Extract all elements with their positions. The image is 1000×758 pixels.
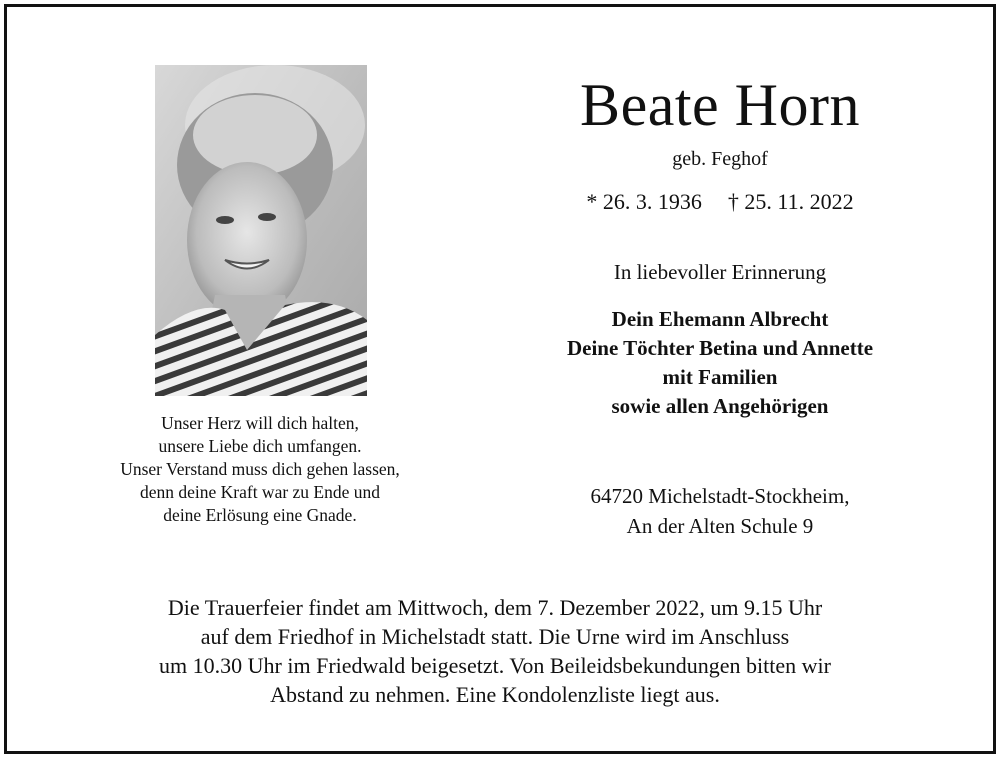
notice-line: um 10.30 Uhr im Friedwald beigesetzt. Von Beileidsbekundungen bitten wir <box>159 653 831 678</box>
birth-name: geb. Feghof <box>672 148 768 170</box>
address <box>520 481 920 541</box>
address-line: 64720 Michelstadt-Stockheim, <box>590 484 850 508</box>
family-line: mit Familien <box>662 365 778 389</box>
notice-line: auf dem Friedhof in Michelstadt statt. Die Urne wird im Anschluss <box>200 624 790 649</box>
portrait-photo-icon <box>155 65 367 396</box>
poem-line: deine Erlösung eine Gnade. <box>163 505 357 525</box>
poem-line: unsere Liebe dich umfangen. <box>158 436 362 456</box>
life-dates <box>520 188 920 216</box>
family-line: sowie allen Angehörigen <box>611 394 829 418</box>
birth-date: * 26. 3. 1936 <box>586 189 702 214</box>
family-line: Deine Töchter Betina und Annette <box>566 336 874 360</box>
funeral-notice <box>40 593 950 709</box>
memory-line: In liebevoller Erinnerung <box>613 260 827 284</box>
notice-line: Abstand zu nehmen. Eine Kondolenzliste liegt aus. <box>270 682 720 707</box>
portrait-photo <box>155 65 367 396</box>
death-date: † 25. 11. 2022 <box>727 189 854 214</box>
family-mourners <box>490 305 950 421</box>
poem-line: Unser Herz will dich halten, <box>161 413 359 433</box>
deceased-name: Beate Horn <box>580 72 860 138</box>
family-line: Dein Ehemann Albrecht <box>611 307 829 331</box>
poem-line: Unser Verstand muss dich gehen lassen, <box>120 459 400 479</box>
notice-line: Die Trauerfeier findet am Mittwoch, dem 7. Dezember 2022, um 9.15 Uhr <box>167 595 823 620</box>
poem-line: denn deine Kraft war zu Ende und <box>139 482 381 502</box>
address-line: An der Alten Schule 9 <box>626 514 814 538</box>
poem <box>60 412 460 527</box>
